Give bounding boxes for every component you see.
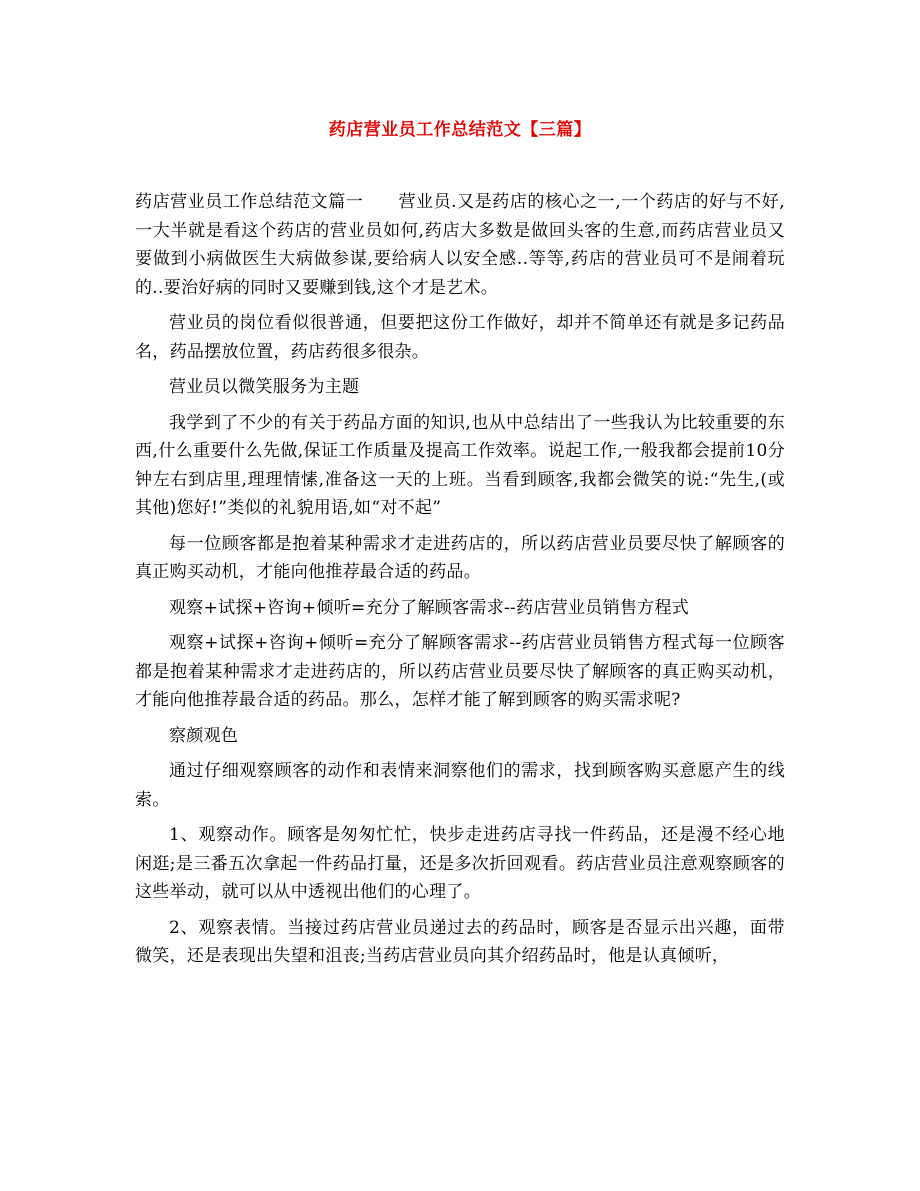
paragraph-2: 营业员的岗位看似很普通，但要把这份工作做好，却并不简单还有就是多记药品名，药品摆放位置，药店药很多很杂。 [135,313,785,362]
paragraph-4: 我学到了不少的有关于药品方面的知识,也从中总结出了一些我认为比较重要的东西,什么重要什么先做,保证工作质量及提高工作效率。说起工作,一般我都会提前10分钟左右到店里,理理情愫,准备这一天的上班。当看到顾客,我都会微笑的说:“先生,(或其他)您好!”类似的礼貌用语,如“对不起” [135,412,785,518]
paragraph-10: 1、观察动作。顾客是匆匆忙忙，快步走进药店寻找一件药品，还是漫不经心地闲逛;是三番五次拿起一件药品打量，还是多次折回观看。药店营业员注意观察顾客的这些举动，就可以从中透视出他们的心理了。 [135,825,785,902]
paragraph-1: 药店营业员工作总结范文篇一 营业员.又是药店的核心之一,一个药店的好与不好,一大半就是看这个药店的营业员如何,药店大多数是做回头客的生意,而药店营业员又要做到小病做医生大病做参谋,要给病人以安全感..等等,药店的营业员可不是闹着玩的..要治好病的同时又要赚到钱,这个才是艺术。 [135,192,785,298]
paragraph-8: 察颜观色 [169,725,239,746]
paragraph-9: 通过仔细观察顾客的动作和表情来洞察他们的需求，找到顾客购买意愿产生的线索。 [135,761,785,810]
document-title: 药店营业员工作总结范文【三篇】 [328,120,592,140]
paragraph-3: 营业员以微笑服务为主题 [169,377,360,397]
paragraph-7: 观察+试探+咨询+倾听=充分了解顾客需求--药店营业员销售方程式每一位顾客都是抱着某种需求才走进药店的，所以药店营业员要尽快了解顾客的真正购买动机，才能向他推荐最合适的药品。那么，怎样才能了解到顾客的购买需求呢? [135,633,785,710]
document-body [135,188,785,978]
paragraph-6: 观察+试探+咨询+倾听=充分了解顾客需求--药店营业员销售方程式 [169,597,690,618]
paragraph-5: 每一位顾客都是抱着某种需求才走进药店的，所以药店营业员要尽快了解顾客的真正购买动机，才能向他推荐最合适的药品。 [135,533,785,582]
paragraph-11: 2、观察表情。当接过药店营业员递过去的药品时，顾客是否显示出兴趣，面带微笑，还是表现出失望和沮丧;当药店营业员向其介绍药品时，他是认真倾听， [135,917,785,966]
